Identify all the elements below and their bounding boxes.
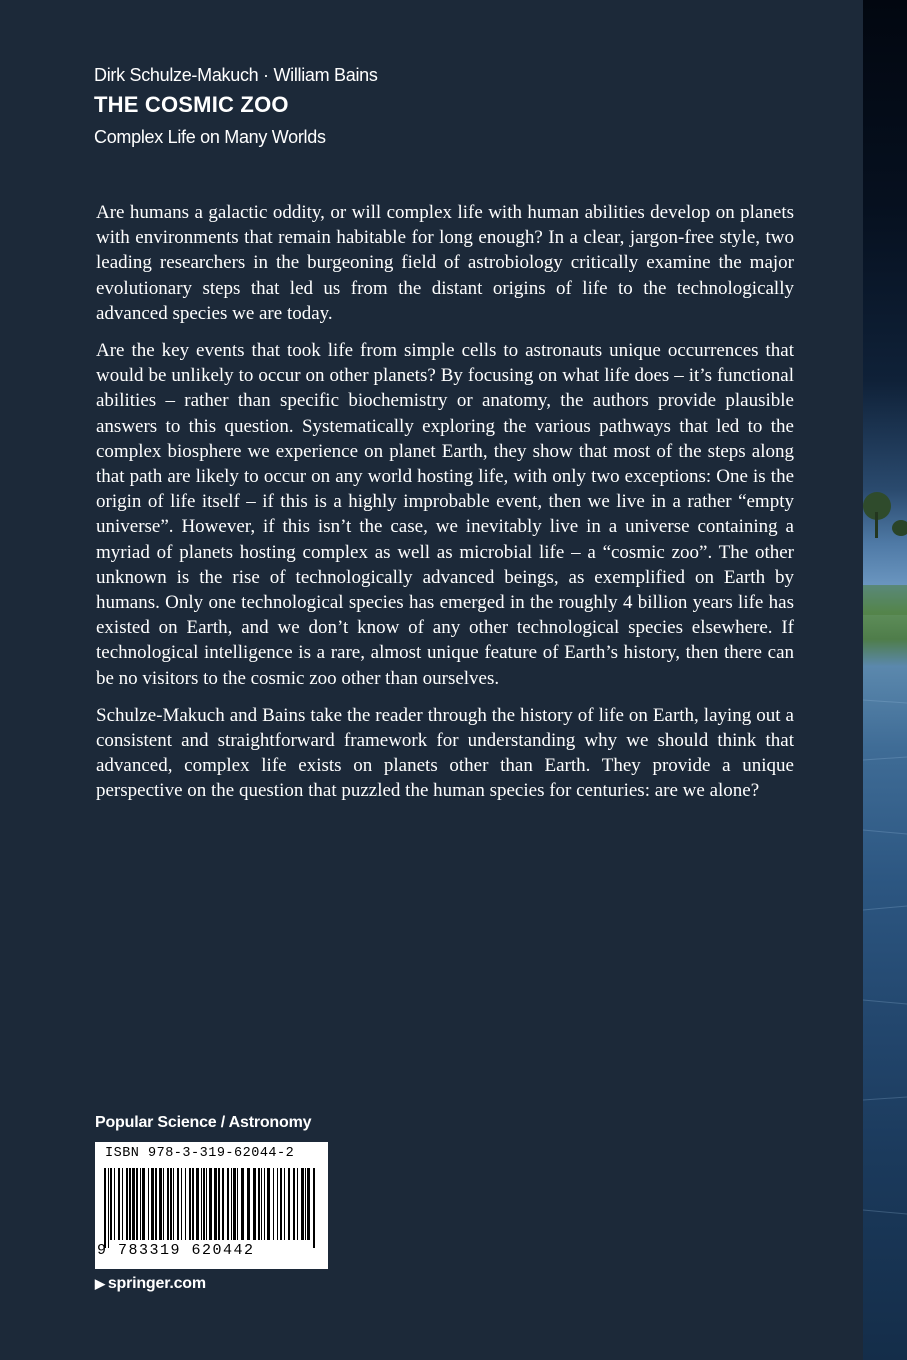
barcode-bar [167,1168,169,1240]
barcode-bar [218,1168,220,1240]
barcode-bar [241,1168,244,1240]
isbn-number: ISBN 978-3-319-62044-2 [105,1146,295,1161]
barcode-bar [155,1168,157,1240]
barcode-bar [313,1168,315,1248]
barcode-bar [126,1168,128,1240]
barcode-bar [159,1168,162,1240]
barcode-bar [261,1168,262,1240]
barcode-bar [132,1168,135,1240]
blurb [96,200,794,816]
barcode-bar [233,1168,236,1240]
tree-trunk [875,512,878,538]
barcode-bar [201,1168,202,1240]
barcode-bar [118,1168,120,1240]
barcode-bar [129,1168,131,1240]
barcode-bar [237,1168,238,1240]
blurb-paragraph-2: Are the key events that took life from simple cells to astronauts unique occurrences that would be unlikely to occur on other planets? By focusing on what life does – it’s functional abilities – rather than specific biochemistry or anatomy, the authors provide plausible answers to this question. Systematically exploring the various pathways that led to the complex biosphere we experience on planet Earth, they show that most of the steps along that path are likely to occur on any world hosting life, with only two exceptions: One is the origin of life itself – if this is a highly improbable event, then we live in a rather “empty universe”. However, if this isn’t the case, we inevitably live in a universe containing a myriad of planets hosting complex as well as microbial life – a “cosmic zoo”. The other unknown is the rise of technologically advanced beings, as exemplified on Earth by humans. Only one technological species has emerged in the roughly 4 billion years life has existed on Earth, and we don’t know of any other technological species elsewhere. If technological intelligence is a rare, almost unique feature of Earth’s history, then there can be no visitors to the cosmic zoo other than ourselves. [96,340,794,689]
barcode-bar [108,1168,109,1248]
barcode-bar [206,1168,207,1240]
barcode-bar [151,1168,154,1240]
barcode-bar [227,1168,229,1240]
barcode-bar [297,1168,298,1240]
barcode-bar [258,1168,260,1240]
barcode-bar [307,1168,310,1240]
barcode-bar [114,1168,115,1240]
barcode-bar [280,1168,282,1240]
barcode-bar [231,1168,232,1240]
publisher-link[interactable] [95,1275,206,1293]
barcode-bar [214,1168,217,1240]
barcode-bar [170,1168,172,1240]
barcode-bar [277,1168,278,1240]
book-title: THE COSMIC ZOO [94,92,289,117]
landscape-image [863,0,907,1360]
barcode-bar [247,1168,250,1240]
barcode-bar [110,1168,112,1240]
cover-artwork-edge [863,0,907,1360]
arrow-right-icon: ▶ [95,1276,105,1291]
barcode-bar [122,1168,123,1240]
barcode-bar [267,1168,270,1240]
barcode-bar [305,1168,306,1240]
barcode-bar [288,1168,290,1240]
barcode-bar [264,1168,265,1240]
category-label: Popular Science / Astronomy [95,1114,312,1131]
tree-silhouette-small [892,520,907,536]
grass-band [863,585,907,615]
barcode-bar [203,1168,205,1240]
barcode-bar [192,1168,194,1240]
authors: Dirk Schulze-Makuch · William Bains [94,65,378,85]
barcode-bar [284,1168,285,1240]
barcode-bar [253,1168,256,1240]
isbn-barcode [95,1142,328,1269]
water-ripples [863,700,907,1214]
barcode-bar [173,1168,174,1240]
barcode-digits: 9 783319 620442 [97,1242,255,1259]
book-header [94,62,378,150]
barcode-bar [163,1168,164,1240]
barcode-bar [189,1168,191,1240]
barcode-bar [196,1168,199,1240]
blurb-paragraph-1: Are humans a galactic oddity, or will complex life with human abilities develop on planets with environments that remain habitable for long enough? In a clear, jargon-free style, two leading researchers in the burgeoning field of astrobiology critically examine the major evolutionary steps that led us from the distant origins of life to the technologically advanced species we are today. [96,202,794,324]
barcode-bar [273,1168,274,1240]
barcode-bar [222,1168,224,1240]
barcode-bar [104,1168,106,1248]
barcode-bars [104,1168,320,1248]
barcode-bar [177,1168,179,1240]
barcode-bar [136,1168,138,1240]
book-subtitle: Complex Life on Many Worlds [94,127,326,147]
barcode-bar [209,1168,212,1240]
barcode-bar [293,1168,295,1240]
barcode-bar [185,1168,186,1240]
publisher-site: springer.com [107,1275,206,1292]
barcode-bar [301,1168,304,1240]
barcode-bar [181,1168,182,1240]
barcode-bar [140,1168,141,1240]
barcode-bar [142,1168,145,1240]
barcode-bar [148,1168,149,1240]
blurb-paragraph-3: Schulze-Makuch and Bains take the reader through the history of life on Earth, laying out a consistent and straightforward framework for understanding why we should think that advanced, complex life exists on planets other than Earth. They provide a unique perspective on the question that puzzled the human species for centuries: are we alone? [96,704,794,802]
